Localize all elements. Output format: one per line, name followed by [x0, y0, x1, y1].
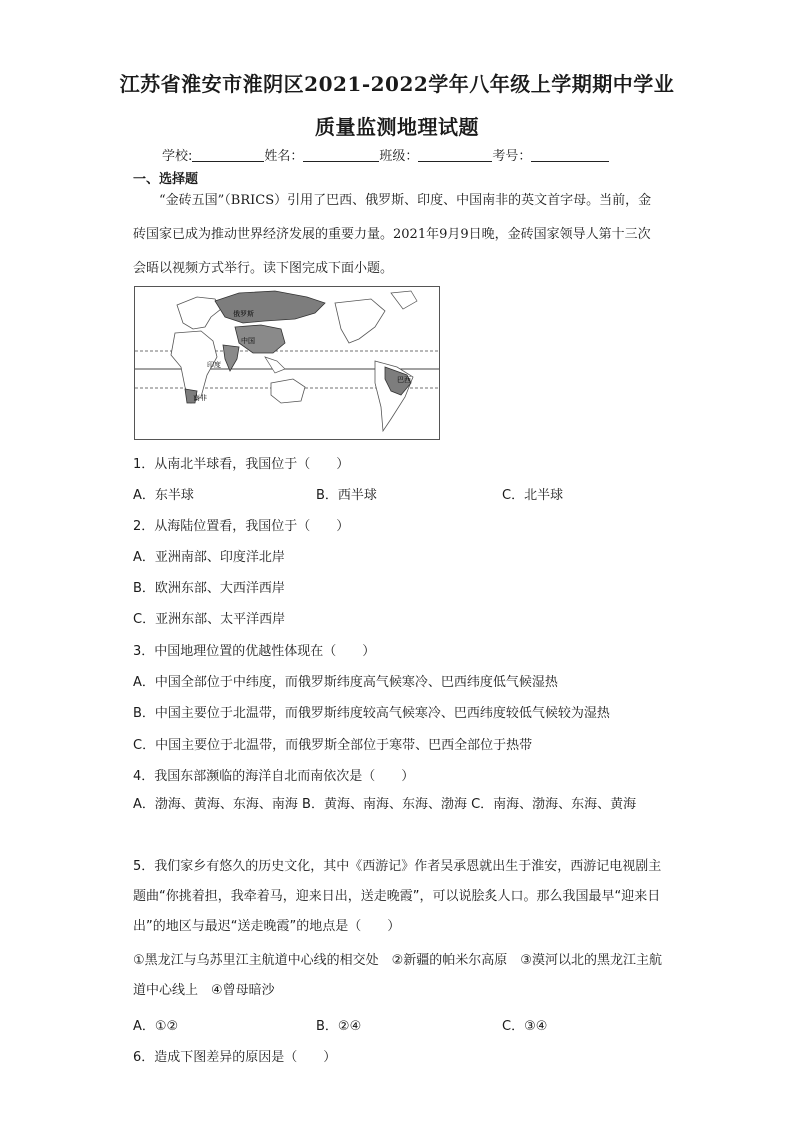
number-label: 考号：: [492, 149, 532, 164]
question-6-stem: 6．造成下图差异的原因是（ ）: [133, 1050, 337, 1065]
question-5-option-b[interactable]: B．②④: [316, 1019, 362, 1034]
question-1-option-a[interactable]: A．东半球: [133, 488, 194, 503]
australia-outline: [271, 379, 305, 403]
label-india: 印度: [207, 361, 221, 369]
question-3-stem: 3．中国地理位置的优越性体现在（ ）: [133, 644, 376, 659]
intro-paragraph: “金砖五国”（BRICS）引用了巴西、俄罗斯、印度、中国南非的英文首字母。当前，金砖国家已成为推动世界经济发展的重要力量。2021年9月9日晚，金砖国家领导人第十三次会晤以视频方式举行。读下图完成下面小题。: [133, 193, 652, 276]
section-heading: 一、选择题: [133, 172, 199, 187]
school-blank: [192, 147, 264, 162]
question-5-stem: 5．我们家乡有悠久的历史文化，其中《西游记》作者吴承恩就出生于淮安，西游记电视剧主题曲“你挑着担，我牵着马，迎来日出，送走晚霞”，可以说脍炙人口。那么我国最早“迎来日出”的地区与最迟“送走晚霞”的地点是（ ）: [133, 859, 662, 934]
question-5-option-c[interactable]: C．③④: [502, 1019, 548, 1034]
label-brazil: 巴西: [397, 376, 411, 384]
class-label: 班级：: [379, 149, 419, 164]
label-china: 中国: [241, 337, 255, 345]
greenland-outline: [391, 291, 417, 309]
question-2-stem: 2．从海陆位置看，我国位于（ ）: [133, 519, 350, 534]
name-blank: [303, 147, 379, 162]
question-1-option-c[interactable]: C．北半球: [502, 488, 564, 503]
exam-title-line1: 江苏省淮安市淮阴区2021-2022学年八年级上学期期中学业: [119, 72, 675, 96]
question-2-option-b[interactable]: B．欧洲东部、大西洋西岸: [133, 581, 285, 596]
exam-title-line2: 质量监测地理试题: [315, 115, 479, 139]
question-4-stem: 4．我国东部濒临的海洋自北而南依次是（ ）: [133, 769, 415, 784]
question-1-stem: 1．从南北半球看，我国位于（ ）: [133, 457, 350, 472]
question-4-options[interactable]: A．渤海、黄海、东海、南海 B．黄海、南海、东海、渤海 C．南海、渤海、东海、黄海: [133, 797, 637, 812]
north-america-outline: [335, 299, 385, 343]
student-info-row: [162, 145, 609, 164]
name-label: 姓名：: [264, 149, 304, 164]
label-russia: 俄罗斯: [233, 310, 254, 318]
se-asia-outline: [265, 357, 285, 373]
class-blank: [418, 147, 492, 162]
label-south-africa: 南非: [193, 394, 207, 402]
question-3-option-b[interactable]: B．中国主要位于北温带，而俄罗斯纬度较高气候寒冷、巴西纬度较低气候较为湿热: [133, 706, 610, 721]
number-blank: [531, 147, 609, 162]
question-2-option-c[interactable]: C．亚洲东部、太平洋西岸: [133, 612, 286, 627]
india-shape: [223, 345, 239, 371]
school-label: 学校:: [162, 149, 193, 164]
russia-shape: [215, 291, 325, 323]
question-5-option-a[interactable]: A．①②: [133, 1019, 179, 1034]
brics-world-map: [134, 286, 440, 440]
question-2-option-a[interactable]: A．亚洲南部、印度洋北岸: [133, 550, 285, 565]
question-3-option-a[interactable]: A．中国全部位于中纬度，而俄罗斯纬度高气候寒冷、巴西纬度低气候湿热: [133, 675, 558, 690]
europe-outline: [177, 297, 221, 329]
question-5-choices: ①黑龙江与乌苏里江主航道中心线的相交处 ②新疆的帕米尔高原 ③漠河以北的黑龙江主航道中心线上 ④曾母暗沙: [133, 953, 662, 998]
question-3-option-c[interactable]: C．中国主要位于北温带，而俄罗斯全部位于寒带、巴西全部位于热带: [133, 738, 533, 753]
question-1-option-b[interactable]: B．西半球: [316, 488, 377, 503]
